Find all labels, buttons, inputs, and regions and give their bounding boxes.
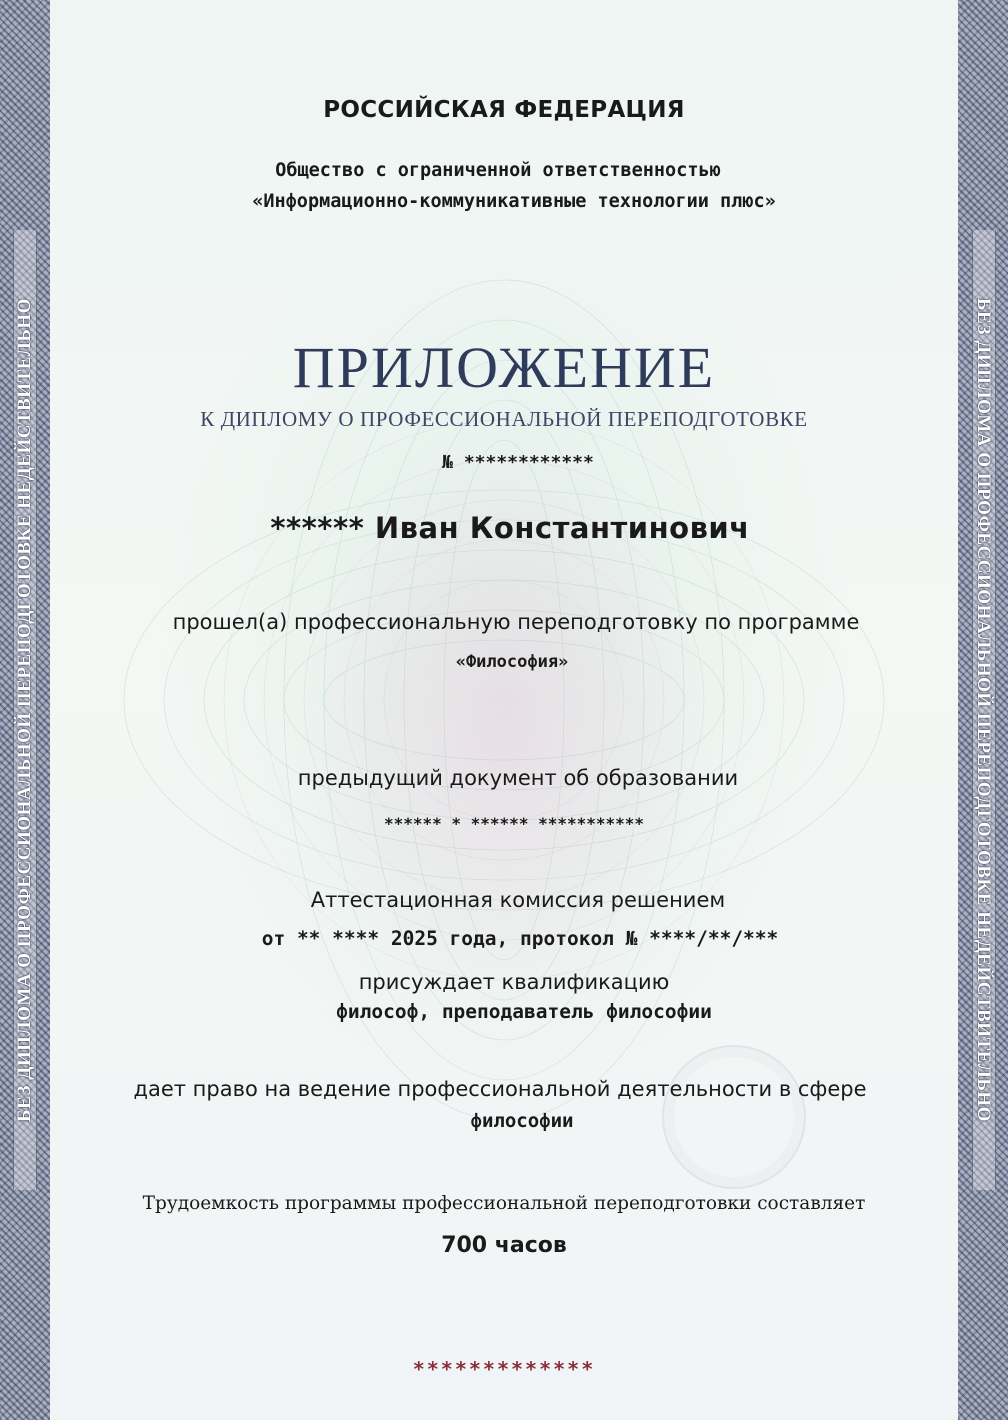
workload-hours: 700 часов — [441, 1233, 567, 1258]
commission-intro: Аттестационная комиссия решением — [310, 888, 726, 912]
qualification-intro: присуждает квалификацию — [358, 970, 670, 994]
country-heading: РОССИЙСКАЯ ФЕДЕРАЦИЯ — [323, 97, 685, 123]
border-text-right: БЕЗ ДИПЛОМА О ПРОФЕССИОНАЛЬНОЙ ПЕРЕПОДГОТОВКЕ НЕДЕЙСТВИТЕЛЬНО — [973, 298, 994, 1122]
workload-intro: Трудоемкость программы профессиональной переподготовки составляет — [142, 1193, 866, 1214]
registration-number: ************* — [412, 1357, 596, 1381]
previous-document-value: ****** * ****** *********** — [383, 814, 645, 833]
border-text-left: БЕЗ ДИПЛОМА О ПРОФЕССИОНАЛЬНОЙ ПЕРЕПОДГОТОВКЕ НЕДЕЙСТВИТЕЛЬНО — [14, 298, 35, 1122]
document-subtitle: К ДИПЛОМУ О ПРОФЕССИОНАЛЬНОЙ ПЕРЕПОДГОТОВКЕ — [200, 407, 808, 431]
rights-intro: дает право на ведение профессиональной деятельности в сфере — [133, 1077, 867, 1101]
document-title: ПРИЛОЖЕНИЕ — [292, 335, 716, 400]
rights-sphere: философии — [470, 1110, 574, 1132]
organization-line-1: Общество с ограниченной ответственностью — [275, 160, 721, 181]
holder-name: ****** Иван Константинович — [270, 511, 750, 545]
protocol-line: от ** **** 2025 года, протокол № ****/**/*** — [261, 927, 779, 950]
organization-line-2: «Информационно-коммуникативные технологии плюс» — [252, 191, 776, 212]
document-number: № ************ — [442, 452, 594, 473]
program-intro: прошел(а) профессиональную переподготовку по программе — [172, 610, 860, 634]
qualification-value: философ, преподаватель философии — [336, 1000, 712, 1023]
previous-document-label: предыдущий документ об образовании — [297, 766, 739, 790]
program-name: «Философия» — [455, 652, 569, 672]
